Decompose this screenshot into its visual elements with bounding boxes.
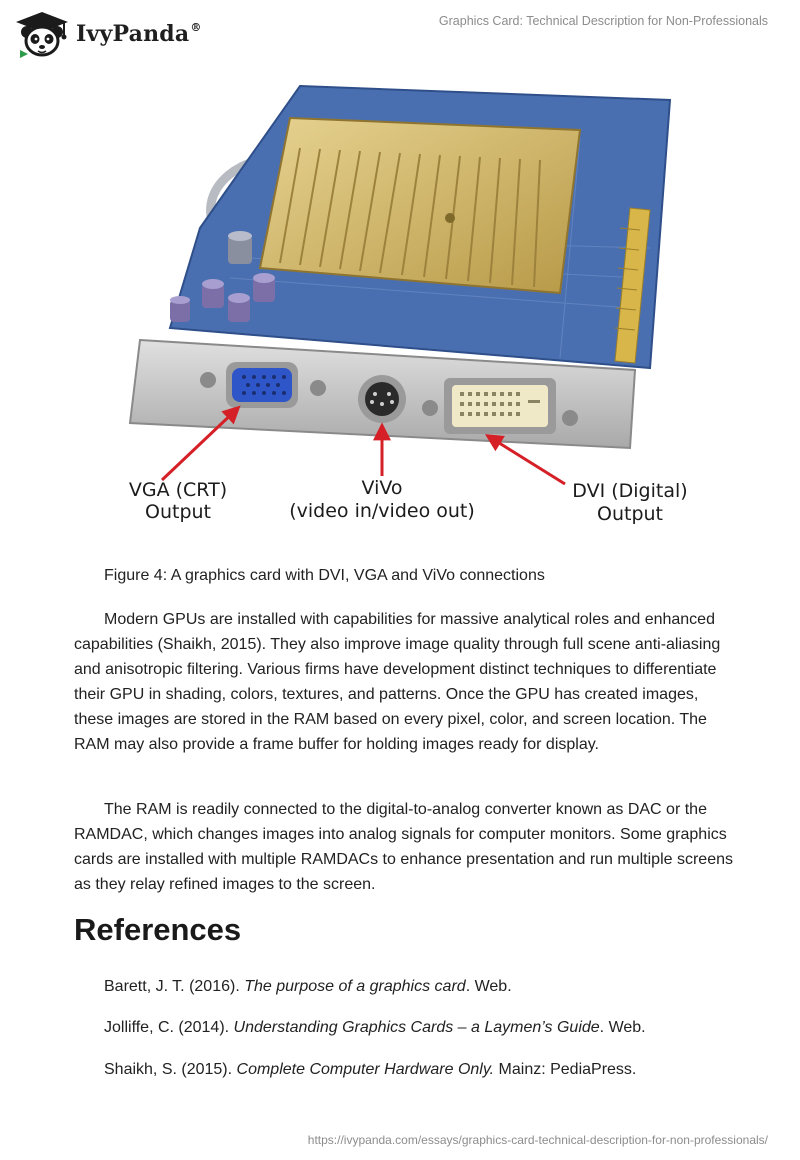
- figure-caption: Figure 4: A graphics card with DVI, VGA and ViVo connections: [104, 567, 545, 584]
- body-paragraph: Modern GPUs are installed with capabilities for massive analytical roles and enhanced capabilities (Shaikh, 2015). They also improve image quality through full scene anti-aliasing and anisotropic filtering. Various firms have development distinct techniques to differentiate their GPU in shading, colors, textures, and patterns. Once the GPU has created images, these images are stored in the RAM based on every pixel, color, and screen location. The RAM may also provide a frame buffer for holding images ready for display.: [74, 611, 721, 753]
- graphics-card-figure: [110, 78, 710, 538]
- reference-title: The purpose of a graphics card: [244, 978, 466, 995]
- reference-item: Jolliffe, C. (2014). Understanding Graphics Cards – a Laymen’s Guide. Web.: [104, 1019, 646, 1036]
- reference-item: Barett, J. T. (2016). The purpose of a graphics card. Web.: [104, 978, 512, 995]
- graphics-card-illustration: [110, 78, 710, 538]
- source-url[interactable]: https://ivypanda.com/essays/graphics-card-technical-description-for-non-professionals/: [307, 1133, 768, 1147]
- vga-label-sub: Output: [145, 501, 211, 523]
- ivypanda-logo[interactable]: [14, 10, 202, 58]
- references-heading: References: [74, 912, 242, 947]
- reference-title: Understanding Graphics Cards – a Laymen’s Guide: [233, 1019, 600, 1036]
- dvi-label: DVI (Digital): [572, 480, 688, 502]
- page-header: [0, 0, 800, 70]
- dvi-label-sub: Output: [597, 503, 663, 525]
- body-paragraph: The RAM is readily connected to the digital-to-analog converter known as DAC or the RAMDAC, which changes images into analog signals for computer monitors. Some graphics cards are installed with multiple RAMDACs to enhance presentation and run multiple screens as they relay refined images to the screen.: [74, 801, 733, 893]
- panda-graduate-icon: [14, 10, 70, 58]
- dvi-port: [422, 378, 578, 434]
- vivo-label: ViVo: [361, 477, 403, 499]
- vga-label: VGA (CRT): [128, 479, 228, 501]
- vivo-label-sub: (video in/video out): [289, 500, 475, 522]
- running-title: Graphics Card: Technical Description for Non-Professionals: [438, 14, 768, 28]
- brand-name: IvyPanda®: [76, 21, 202, 47]
- vivo-port: [358, 375, 406, 423]
- heatsink: [260, 118, 580, 293]
- reference-item: Shaikh, S. (2015). Complete Computer Hardware Only. Mainz: PediaPress.: [104, 1061, 637, 1078]
- reference-title: Complete Computer Hardware Only.: [236, 1061, 495, 1078]
